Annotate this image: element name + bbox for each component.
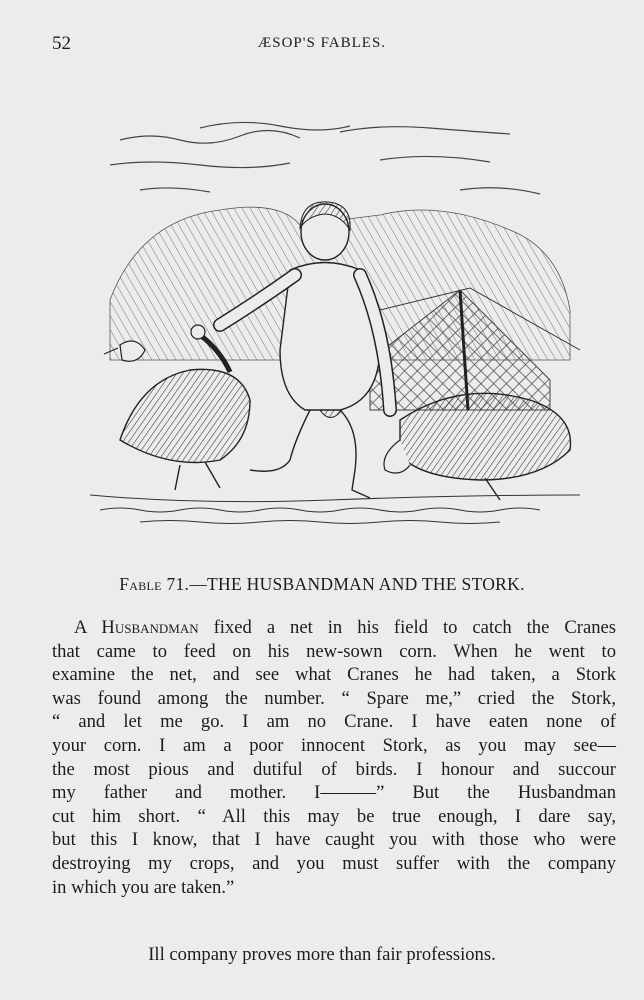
- fable-line: cut him short. “ All this may be true enough, I dare say,: [52, 805, 616, 827]
- fable-line: my father and mother. I———” But the Husbandman: [52, 782, 616, 804]
- fable-moral: Ill company proves more than fair professions.: [148, 944, 496, 965]
- page-number: 52: [52, 33, 71, 54]
- fable-line: destroying my crops, and you must suffer with the company: [52, 852, 616, 874]
- fable-line: examine the net, and see what Cranes he had taken, a Stork: [52, 664, 616, 686]
- ground: [90, 495, 580, 524]
- fable-line: A Husbandman fixed a net in his field to catch the Cranes: [74, 617, 616, 638]
- fable-line: but this I know, that I have caught you with those who were: [52, 829, 616, 851]
- fable-line: the most pious and dutiful of birds. I honour and succour: [52, 758, 616, 780]
- fable-line: in which you are taken.”: [52, 876, 235, 898]
- fable-line: was found among the number. “ Spare me,” cried the Stork,: [52, 687, 616, 709]
- lead-word: A Husbandman: [74, 617, 199, 638]
- sky-strokes: [110, 122, 540, 194]
- fable-line: that came to feed on his new-sown corn. When he went to: [52, 640, 616, 662]
- fable-body: [52, 616, 616, 899]
- fable-title: [0, 574, 644, 595]
- fable-number: Fable 71.: [119, 574, 190, 594]
- engraving-illustration: [80, 110, 590, 540]
- fable-name: —THE HUSBANDMAN AND THE STORK.: [189, 574, 525, 594]
- fable-line: your corn. I am a poor innocent Stork, as you may see—: [52, 734, 616, 756]
- running-head: ÆSOP'S FABLES.: [257, 35, 387, 51]
- fable-line: “ and let me go. I am no Crane. I have eaten none of: [52, 711, 616, 733]
